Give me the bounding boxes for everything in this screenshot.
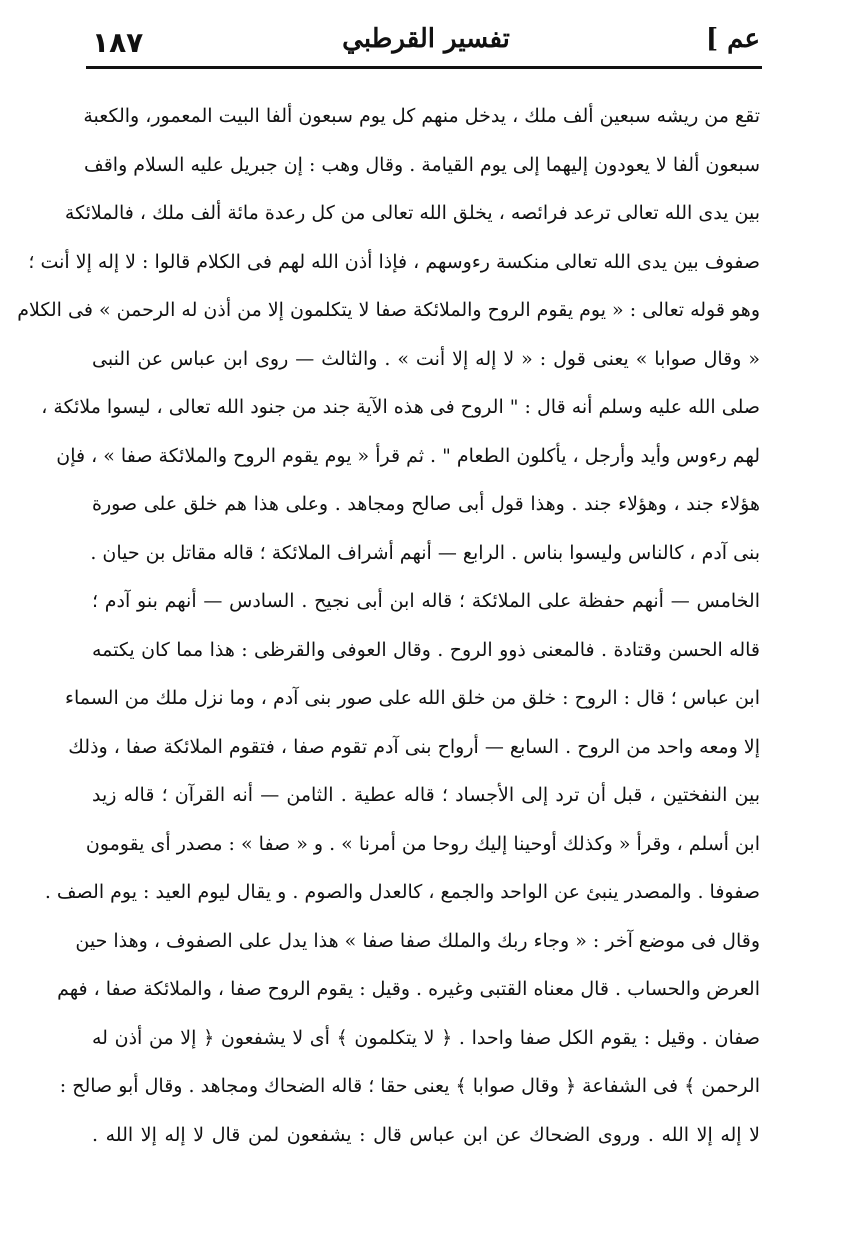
text-line: بين يدى الله تعالى ترعد فرائصه ، يخلق الله تعالى من كل رعدة مائة ألف ملك ، فالملائكة [64, 202, 760, 224]
running-title: تفسير القرطبي [342, 24, 510, 54]
body-text [17, 92, 760, 1192]
header-rule [86, 66, 762, 69]
text-line: إلا ومعه واحد من الروح . السابع — أرواح بنى آدم تقوم صفا ، فتقوم الملائكة صفا ، وذلك [68, 735, 760, 758]
surah-name: عم ] [705, 24, 760, 54]
text-line: ابن عباس ؛ قال : الروح : خلق من خلق الله على صور بنى آدم ، وما نزل ملك من السماء [65, 687, 760, 709]
text-line: وقال فى موضع آخر : « وجاء ربك والملك صفا صفا » هذا يدل على الصفوف ، وهذا حين [75, 929, 760, 952]
text-line: تقع من ريشه سبعين ألف ملك ، يدخل منهم كل يوم سبعون ألفا البيت المعمور، والكعبة [83, 105, 760, 127]
text-line: صفوف بين يدى الله تعالى منكسة رءوسهم ، فإذا أذن الله لهم فى الكلام قالوا : لا إله إلا أنت ؛ [28, 250, 760, 273]
page-header [92, 18, 760, 64]
text-line: « وقال صوابا » يعنى قول : « لا إله إلا أنت » . والثالث — روى ابن عباس عن النبى [92, 347, 760, 370]
page-number: ١٨٧ [92, 26, 144, 59]
text-line: بنى آدم ، كالناس وليسوا بناس . الرابع — أنهم أشراف الملائكة ؛ قاله مقاتل بن حيان . [90, 541, 760, 564]
text-line: ابن أسلم ، وقرأ « وكذلك أوحينا إليك روحا من أمرنا » . و « صفا » : مصدر أى يقومون [85, 832, 760, 855]
text-line: الرحمن ﴾ فى الشفاعة ﴿ وقال صوابا ﴾ يعنى حقا ؛ قاله الضحاك ومجاهد . وقال أبو صالح : [59, 1075, 760, 1097]
text-line: هؤلاء جند ، وهؤلاء جند . وهذا قول أبى صالح ومجاهد . وعلى هذا هم خلق على صورة [92, 493, 760, 515]
text-line: صلى الله عليه وسلم أنه قال : " الروح فى هذه الآية جند من جنود الله تعالى ، ليسوا ملائكة ، [41, 396, 760, 418]
text-line: صفان . وقيل : يقوم الكل صفا واحدا . ﴿ لا يتكلمون ﴾ أى لا يشفعون ﴿ إلا من أذن له [92, 1026, 760, 1049]
text-line: الخامس — أنهم حفظة على الملائكة ؛ قاله ابن أبى نجيح . السادس — أنهم بنو آدم ؛ [92, 590, 760, 612]
text-line: صفوفا . والمصدر ينبئ عن الواحد والجمع ، كالعدل والصوم . و يقال ليوم العيد : يوم الصف . [44, 881, 760, 903]
text-line: لهم رءوس وأيد وأرجل ، يأكلون الطعام " . ثم قرأ « يوم يقوم الروح والملائكة صفا » ، فإن [56, 444, 760, 467]
text-line: قاله الحسن وقتادة . فالمعنى ذوو الروح . وقال العوفى والقرظى : هذا مما كان يكتمه [92, 638, 760, 661]
text-line: العرض والحساب . قال معناه القتبى وغيره . وقيل : يقوم الروح صفا ، والملائكة صفا ، فهم [57, 978, 760, 1000]
text-line: سبعون ألفا لا يعودون إليهما إلى يوم القيامة . وقال وهب : إن جبريل عليه السلام واقف [84, 153, 760, 176]
text-line: لا إله إلا الله . وروى الضحاك عن ابن عباس قال : يشفعون لمن قال لا إله إلا الله . [92, 1123, 760, 1146]
text-line: بين النفختين ، قبل أن ترد إلى الأجساد ؛ قاله عطية . الثامن — أنه القرآن ؛ قاله زيد [92, 784, 760, 806]
text-line: وهو قوله تعالى : « يوم يقوم الروح والملائكة صفا لا يتكلمون إلا من أذن له الرحمن » فى الكلام [17, 299, 760, 321]
